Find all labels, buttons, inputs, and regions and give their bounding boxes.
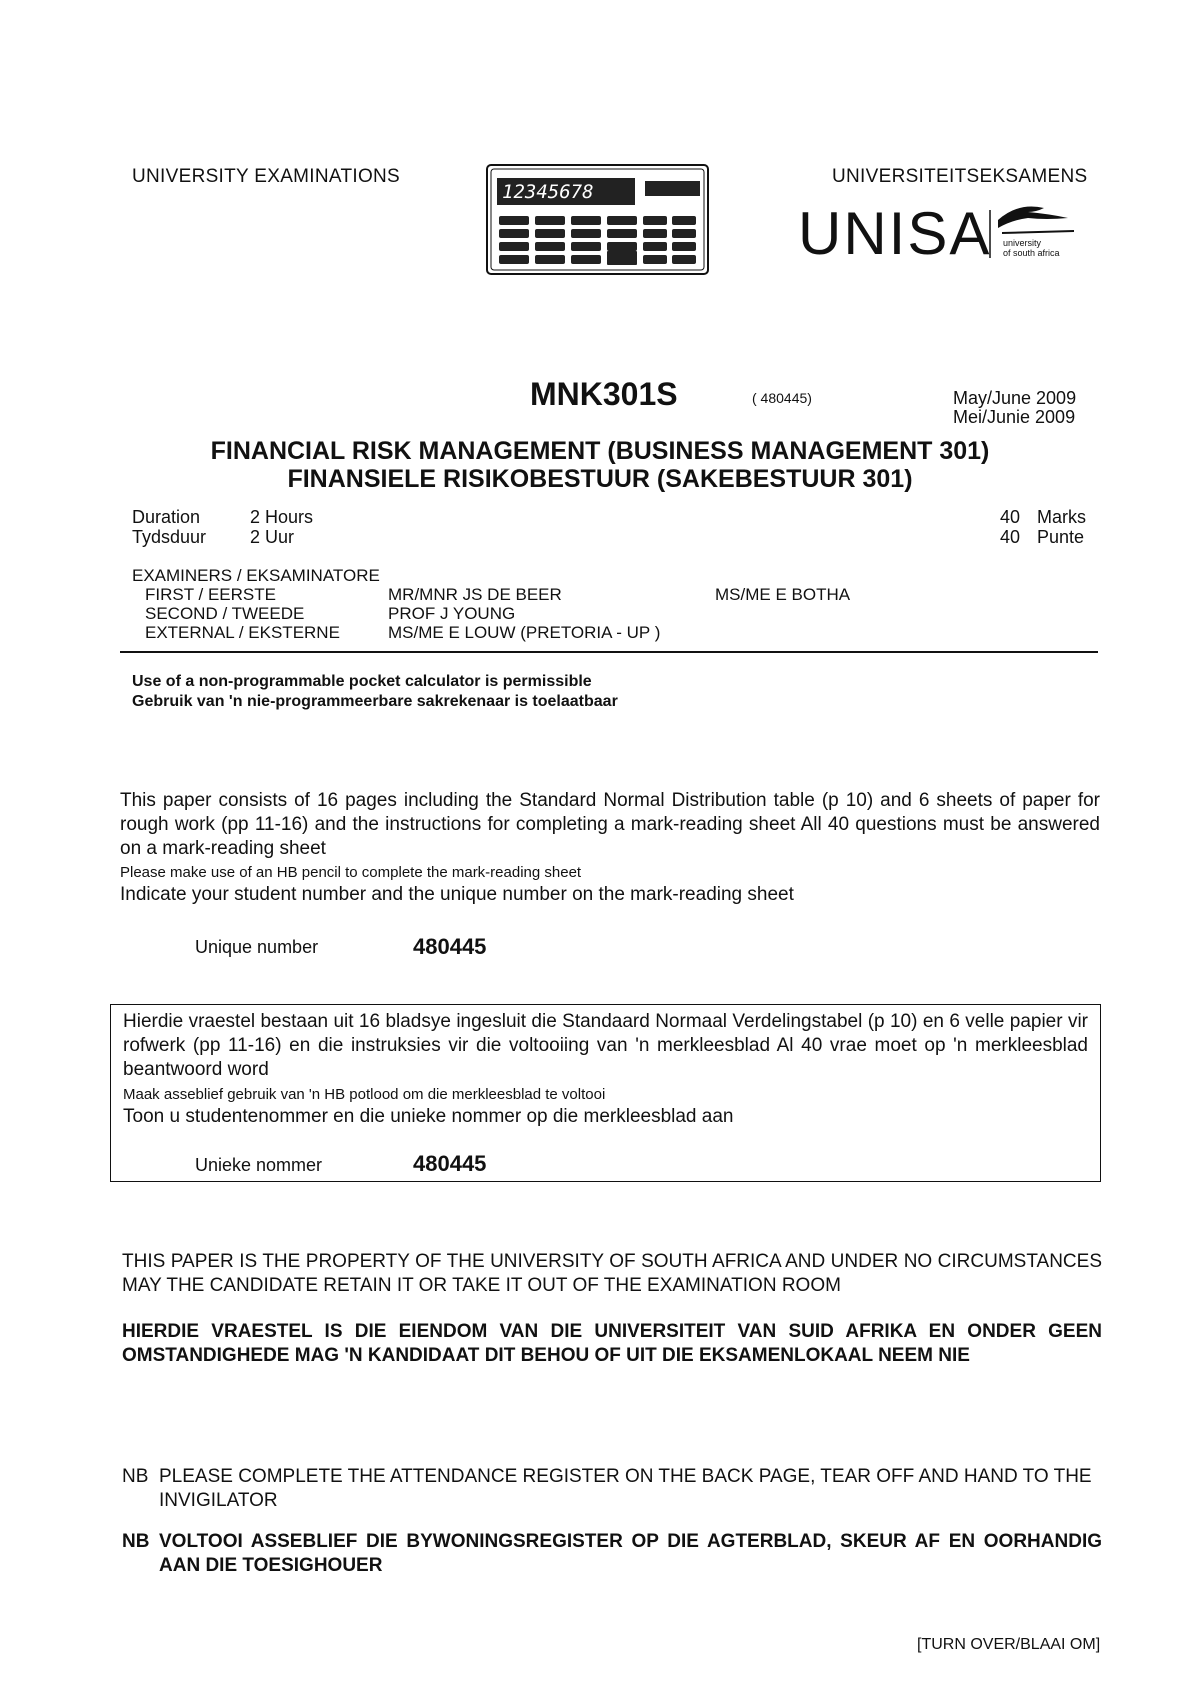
nb-prefix-af: NB bbox=[122, 1531, 150, 1552]
calculator-display: 12345678 bbox=[502, 181, 594, 203]
turn-over-footer: [TURN OVER/BLAAI OM] bbox=[917, 1636, 1101, 1653]
duration-value-af: 2 Uur bbox=[250, 527, 295, 547]
nb-prefix-en: NB bbox=[122, 1466, 149, 1487]
external-examiner-label: EXTERNAL / EKSTERNE bbox=[145, 623, 340, 642]
course-unique: ( 480445) bbox=[752, 390, 812, 406]
duration-label-af: Tydsduur bbox=[132, 527, 207, 547]
nb-notice-af: VOLTOOI ASSEBLIEF DIE BYWONINGSREGISTER OP DIE AGTERBLAD, SKEUR AF EN OORHANDIG AAN DIE TOESIGHOUER bbox=[159, 1531, 1102, 1576]
property-notice-en: THIS PAPER IS THE PROPERTY OF THE UNIVERSITY OF SOUTH AFRICA AND UNDER NO CIRCUMSTANCES MAY THE CANDIDATE RETAIN IT OR TAKE IT OUT OF THE EXAMINATION ROOM bbox=[122, 1251, 1102, 1296]
unieke-nommer-label: Unieke nommer bbox=[195, 1155, 323, 1175]
divider bbox=[120, 651, 1098, 653]
unisa-tagline-1: university bbox=[1003, 238, 1042, 248]
duration-value-en: 2 Hours bbox=[250, 507, 314, 527]
instructions-en-paragraph: This paper consists of 16 pages including the Standard Normal Distribution table (p 10) and 6 sheets of paper for rough work (pp 11-16) and the instructions for completing a mark-reading sheet All 40 questions must be answered on a mark-reading sheet bbox=[120, 790, 1100, 859]
calculator-note-af: Gebruik van 'n nie-programmeerbare sakrekenaar is toelaatbaar bbox=[132, 693, 618, 710]
exam-date-af: Mei/Junie 2009 bbox=[953, 407, 1076, 427]
instructions-en-hb: Please make use of an HB pencil to complete the mark-reading sheet bbox=[120, 864, 582, 881]
marks-label: Marks bbox=[1037, 507, 1086, 527]
unique-number-value: 480445 bbox=[413, 934, 487, 959]
punte-label: Punte bbox=[1037, 527, 1085, 547]
first-examiner-label: FIRST / EERSTE bbox=[145, 585, 276, 604]
course-code: MNK301S bbox=[530, 376, 678, 412]
punte-number: 40 bbox=[1000, 527, 1021, 547]
examiners-heading: EXAMINERS / EKSAMINATORE bbox=[132, 566, 380, 585]
unique-number-label: Unique number bbox=[195, 937, 319, 957]
header-right: UNIVERSITEITSEKSAMENS bbox=[832, 166, 1088, 187]
property-notice-af: HIERDIE VRAESTEL IS DIE EIENDOM VAN DIE UNIVERSITEIT VAN SUID AFRIKA EN ONDER GEEN OMSTANDIGHEDE MAG 'N KANDIDAAT DIT BEHOU OF UIT DIE EKSAMENLOKAAL NEEM NIE bbox=[122, 1321, 1102, 1366]
first-examiner-name: MR/MNR JS DE BEER bbox=[388, 585, 562, 604]
duration-label-en: Duration bbox=[132, 507, 201, 527]
unisa-wordmark: UNISA bbox=[798, 200, 992, 267]
second-examiner-name: PROF J YOUNG bbox=[388, 604, 516, 623]
instructions-af-hb: Maak asseblief gebruik van 'n HB potlood om die merkleesblad te voltooi bbox=[123, 1086, 606, 1103]
unisa-logo bbox=[798, 198, 1088, 268]
first-examiner-name-2: MS/ME E BOTHA bbox=[715, 585, 851, 604]
afrikaans-instructions-box bbox=[110, 1004, 1101, 1182]
calculator-icon bbox=[485, 163, 710, 276]
calculator-note-en: Use of a non-programmable pocket calculator is permissible bbox=[132, 673, 592, 690]
unieke-nommer-value: 480445 bbox=[413, 1151, 487, 1176]
second-examiner-label: SECOND / TWEEDE bbox=[145, 604, 305, 623]
instructions-af-indicate: Toon u studentenommer en die unieke nommer op die merkleesblad aan bbox=[123, 1106, 734, 1127]
course-title-en: FINANCIAL RISK MANAGEMENT (BUSINESS MANAGEMENT 301) bbox=[210, 437, 990, 465]
instructions-en-indicate: Indicate your student number and the unique number on the mark-reading sheet bbox=[120, 884, 794, 905]
unisa-tagline-2: of south africa bbox=[1003, 248, 1060, 258]
external-examiner-name: MS/ME E LOUW (PRETORIA - UP ) bbox=[388, 623, 661, 642]
instructions-af-paragraph: Hierdie vraestel bestaan uit 16 bladsye ingesluit die Standaard Normaal Verdelingstabel (p 10) en 6 velle papier vir rofwerk (pp 11-16) en die instruksies vir die voltooiing van 'n merkleesblad Al 40 vrae moet op 'n merkleesblad beantwoord word bbox=[123, 1011, 1088, 1080]
nb-notice-en: PLEASE COMPLETE THE ATTENDANCE REGISTER ON THE BACK PAGE, TEAR OFF AND HAND TO THE INVIGILATOR bbox=[159, 1466, 1092, 1511]
marks-number: 40 bbox=[1000, 507, 1021, 527]
course-title-af: FINANSIELE RISIKOBESTUUR (SAKEBESTUUR 301) bbox=[287, 465, 913, 493]
header-left: UNIVERSITY EXAMINATIONS bbox=[132, 166, 401, 187]
exam-date-en: May/June 2009 bbox=[953, 388, 1077, 408]
